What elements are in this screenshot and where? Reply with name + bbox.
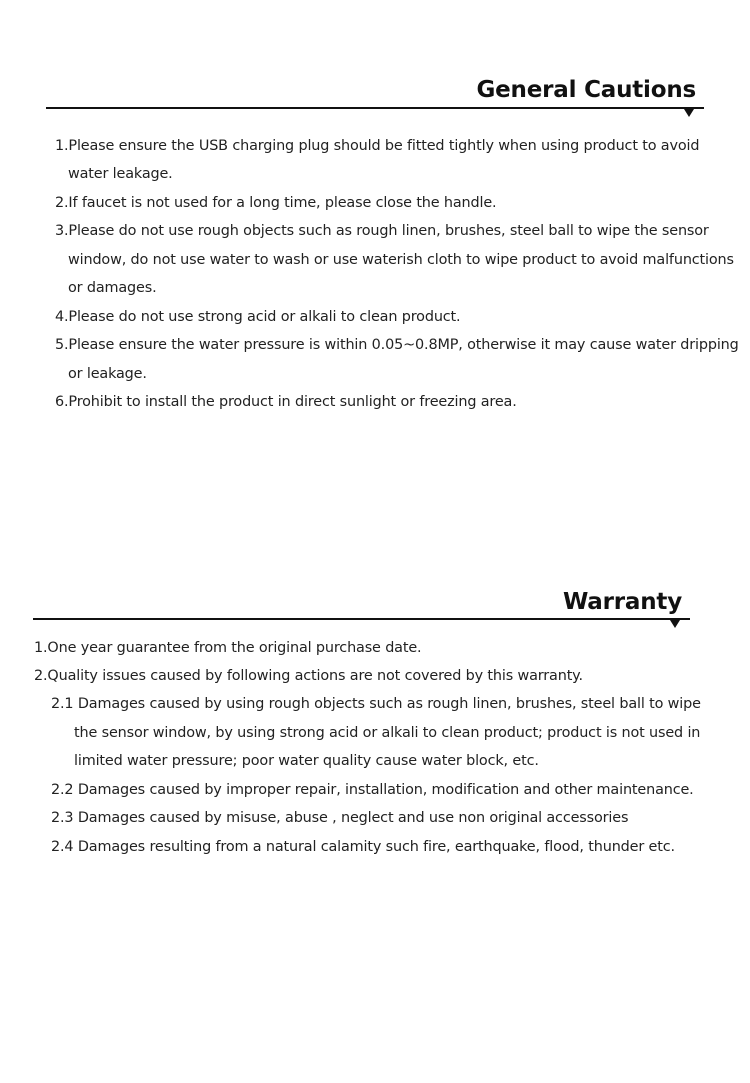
list-item-continuation: or leakage. bbox=[68, 366, 147, 382]
list-item: 1.Please ensure the USB charging plug should be fitted tightly when using product to avoid bbox=[55, 138, 700, 154]
warranty-title: Warranty bbox=[562, 589, 682, 615]
list-item-continuation: window, do not use water to wash or use waterish cloth to wipe product to avoid malfunctions bbox=[68, 252, 734, 268]
sub-list-item-continuation: limited water pressure; poor water quality cause water block, etc. bbox=[74, 753, 539, 769]
list-item-continuation: or damages. bbox=[68, 280, 157, 296]
sub-list-item: 2.4 Damages resulting from a natural calamity such fire, earthquake, flood, thunder etc. bbox=[51, 839, 675, 855]
sub-list-item: 2.1 Damages caused by using rough objects such as rough linen, brushes, steel ball to wipe bbox=[51, 696, 701, 712]
general-cautions-title: General Cautions bbox=[476, 77, 696, 103]
list-item: 2.If faucet is not used for a long time, please close the handle. bbox=[55, 195, 497, 211]
list-item-continuation: water leakage. bbox=[68, 166, 173, 182]
general-cautions-marker bbox=[684, 109, 694, 117]
warranty-divider bbox=[33, 618, 690, 620]
list-item: 4.Please do not use strong acid or alkali to clean product. bbox=[55, 309, 461, 325]
sub-list-item: 2.2 Damages caused by improper repair, installation, modification and other maintenance. bbox=[51, 782, 694, 798]
list-item: 2.Quality issues caused by following actions are not covered by this warranty. bbox=[34, 668, 583, 684]
general-cautions-divider bbox=[46, 107, 704, 109]
list-item: 1.One year guarantee from the original purchase date. bbox=[34, 640, 422, 656]
list-item: 6.Prohibit to install the product in direct sunlight or freezing area. bbox=[55, 394, 517, 410]
sub-list-item: 2.3 Damages caused by misuse, abuse , neglect and use non original accessories bbox=[51, 810, 629, 826]
list-item: 5.Please ensure the water pressure is within 0.05~0.8MP, otherwise it may cause water dripping bbox=[55, 337, 739, 353]
list-item: 3.Please do not use rough objects such as rough linen, brushes, steel ball to wipe the sensor bbox=[55, 223, 709, 239]
warranty-marker bbox=[670, 620, 680, 628]
sub-list-item-continuation: the sensor window, by using strong acid or alkali to clean product; product is not used in bbox=[74, 725, 701, 741]
